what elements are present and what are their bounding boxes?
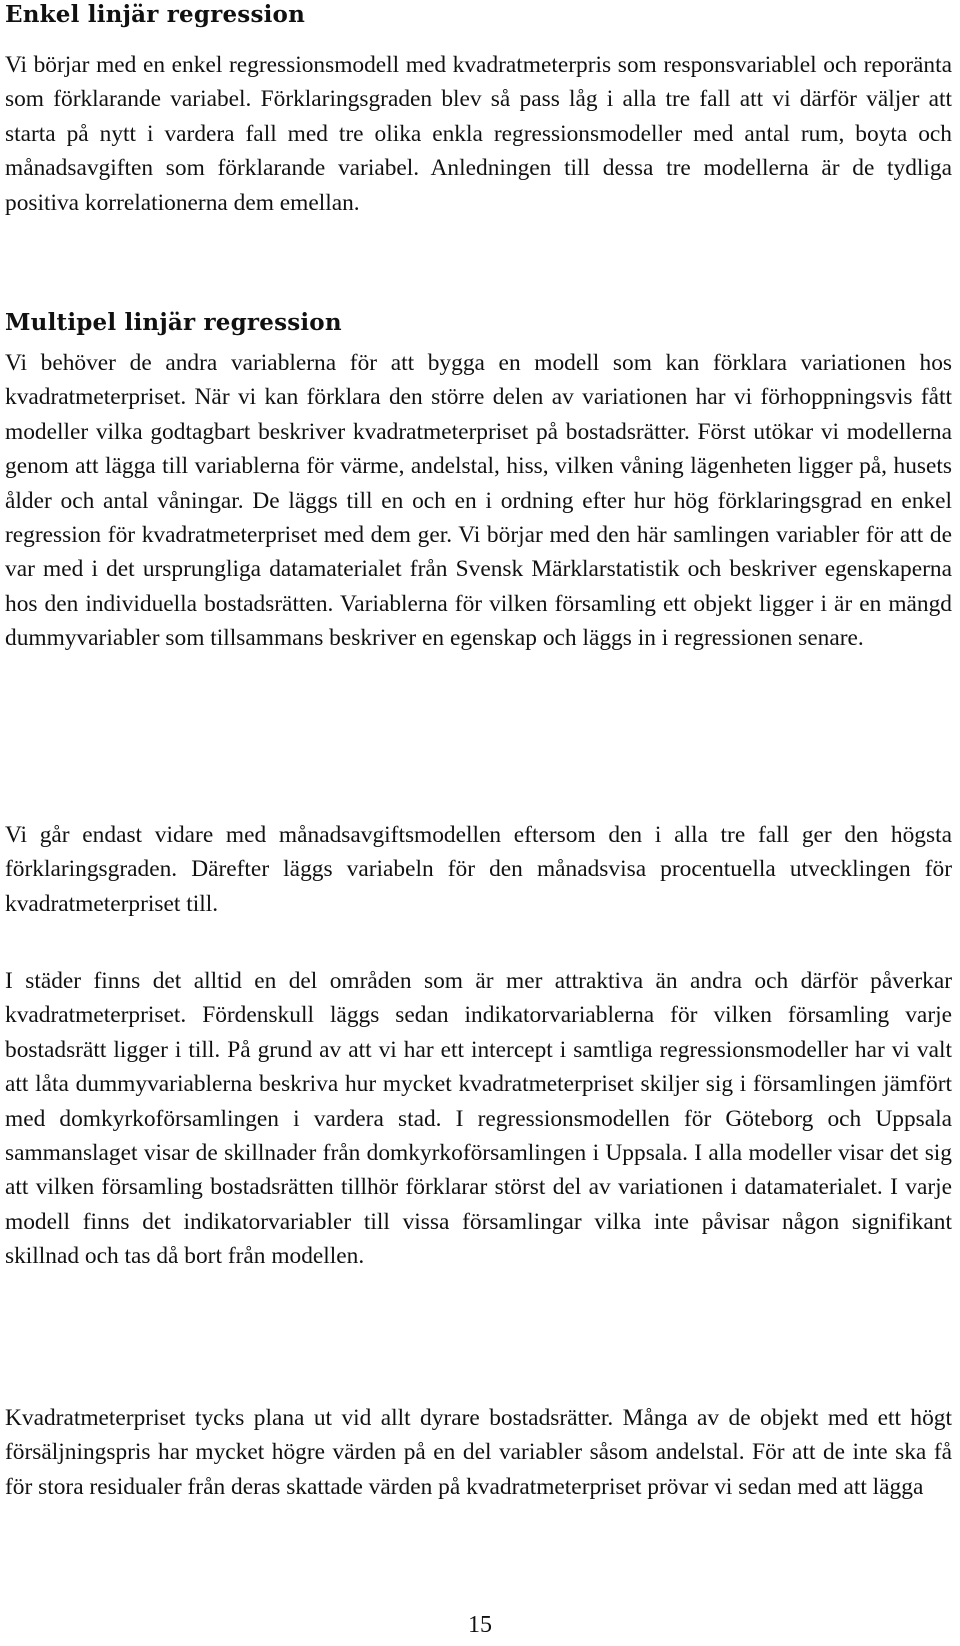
paragraph-monthly-fee-model: Vi går endast vidare med månadsavgiftsmodellen eftersom den i alla tre fall ger den högsta förklaringsgraden. Därefter läggs variabeln för den månadsvisa procentuella utvecklingen för kvadratmeterpriset till. xyxy=(5,822,952,917)
page-number: 15 xyxy=(468,1612,492,1638)
section-heading-simple-regression: Enkel linjär regression xyxy=(5,1,305,28)
paragraph-multiple-regression-intro: Vi behöver de andra variablerna för att bygga en modell som kan förklara variationen hos kvadratmeterpriset. När vi kan förklara den större delen av variationen har vi förhoppningsvis fått modeller vilka godtagbart beskriver kvadratmeterpriset på bostadsrätter. Först utökar vi modellerna genom att lägga till variablerna för värme, andelstal, hiss, vilken våning lägenheten ligger på, husets ålder och antal våningar. De läggs till en och en i ordning efter hur hög förklaringsgrad en enkel regression för kvadratmeterpriset med dem ger. Vi börjar med den här samlingen variabler för att de var med i det ursprungliga datamaterialet från Svensk Märklarstatistik och beskriver egenskaperna hos den individuella bostadsrätten. Variablerna för vilken församling ett objekt ligger i är en mängd dummyvariabler som tillsammans beskriver en egenskap och läggs in i regressionen senare. xyxy=(5,350,952,652)
paragraph-price-levels: Kvadratmeterpriset tycks plana ut vid allt dyrare bostadsrätter. Många av de objekt med ett högt försäljningspris har mycket högre värden på en del variabler såsom andelstal. För att de inte ska få för stora residualer från deras skattade värden på kvadratmeterpriset prövar vi sedan med att lägga xyxy=(5,1405,952,1500)
section-heading-multiple-regression: Multipel linjär regression xyxy=(5,309,342,336)
paragraph-parish-dummies: I städer finns det alltid en del områden som är mer attraktiva än andra och därför påverkar kvadratmeterpriset. Fördenskull läggs sedan indikatorvariablerna för vilken församling varje bostadsrätt ligger i till. På grund av att vi har ett intercept i samtliga regressionsmodeller har vi valt att låta dummyvariablerna beskriva hur mycket kvadratmeterpriset skiljer sig i församlingen jämfört med domkyrkoförsamlingen i vardera stad. I regressionsmodellen för Göteborg och Uppsala sammanslaget visar de skillnader från domkyrkoförsamlingen i Uppsala. I alla modeller visar det sig att vilken församling bostadsrätten tillhör förklarar störst del av variationen i datamaterialet. I varje modell finns det indikatorvariabler till vissa församlingar vilka inte påvisar någon signifikant skillnad och tas då bort från modellen. xyxy=(5,968,952,1270)
paragraph-simple-regression: Vi börjar med en enkel regressionsmodell med kvadratmeterpris som responsvariablel och reporänta som förklarande variabel. Förklaringsgraden blev så pass låg i alla tre fall att vi därför väljer att starta på nytt i vardera fall med tre olika enkla regressionsmodeller med antal rum, boyta och månadsavgiften som förklarande variabel. Anledningen till dessa tre modellerna är de tydliga positiva korrelationerna dem emellan. xyxy=(5,52,952,216)
